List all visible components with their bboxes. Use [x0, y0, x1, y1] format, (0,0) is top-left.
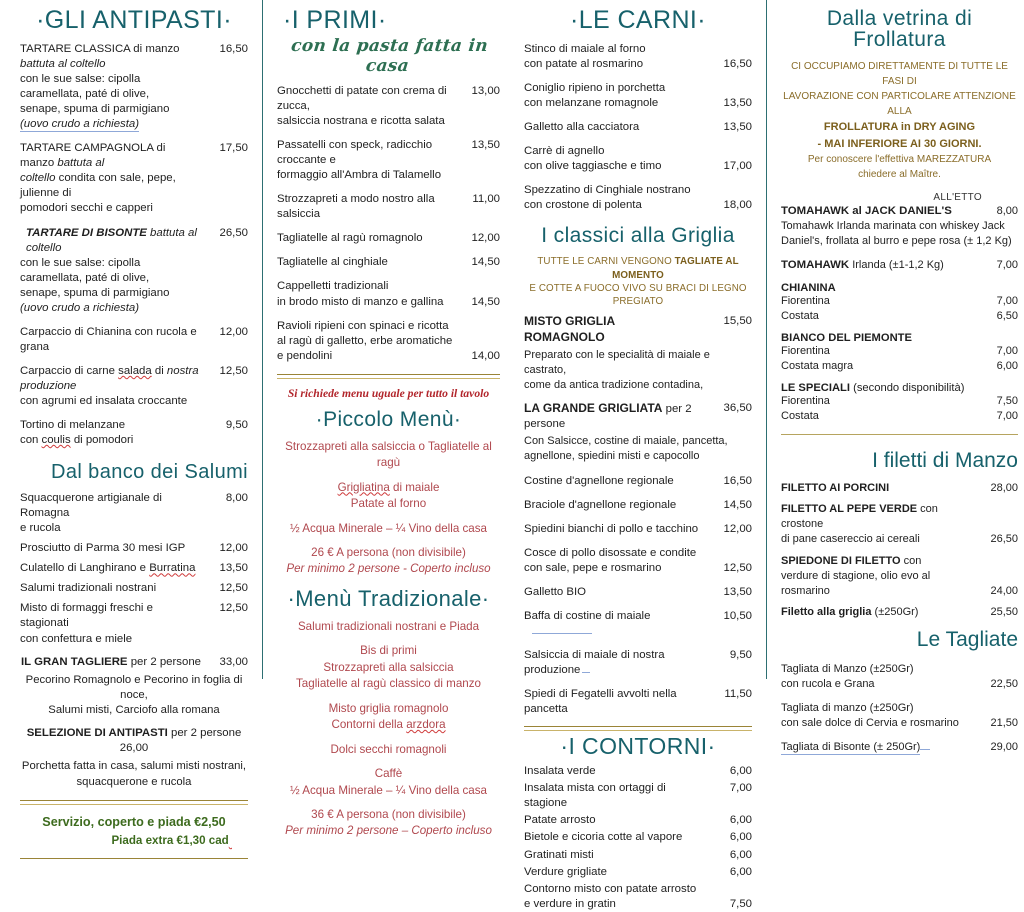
menu-item [524, 781, 752, 811]
item-price: 6,00 [729, 865, 752, 878]
item-name: Culatello di Langhirano e [20, 562, 150, 575]
item-name: Galletto BIO [524, 585, 587, 598]
group-title [781, 382, 1018, 394]
menu-item [524, 81, 752, 111]
item-sub: per 2 persone [524, 402, 692, 430]
menu-item-selezione [20, 726, 248, 756]
item-name: SPIEDONE DI FILETTO [781, 554, 901, 567]
item-desc: con le sue salse: cipolla caramellata, paté di olive, [20, 73, 150, 101]
item-name: Filetto alla griglia [781, 606, 872, 619]
item-desc: squacquerone e rucola [76, 775, 192, 788]
item-desc: con olive taggiasche e timo [524, 160, 662, 173]
item-desc: con le sue salse: cipolla caramellata, paté di olive, [20, 256, 150, 284]
item-price: 13,00 [471, 85, 500, 97]
item-desc: verdure di stagione, olio evo al rosmarino [781, 569, 931, 597]
menu-item [277, 319, 500, 364]
cut-name: Fiorentina [781, 345, 830, 358]
item-price: 17,50 [219, 142, 248, 155]
menu-line: Contorni della arzdora [331, 718, 446, 732]
cut-price: 7,00 [996, 409, 1018, 422]
section-title-piccolo-menu: ·Piccolo Menù· [315, 407, 462, 431]
section-title-carni: ·LE CARNI· [570, 6, 706, 34]
menu-item [781, 701, 1018, 731]
section-title-filetti: I filetti di Manzo [872, 448, 1018, 472]
item-name: IL GRAN TAGLIERE [21, 655, 128, 668]
item-price: 16,50 [723, 58, 752, 71]
menu-item [20, 226, 248, 316]
item-desc: senape, spuma di parmigiano [20, 103, 170, 116]
menu-item [781, 605, 1018, 620]
divider [277, 374, 500, 379]
item-name: Tagliata di manzo (±250Gr) [781, 701, 914, 714]
menu-line: ½ Acqua Minerale – ¼ Vino della casa [289, 783, 487, 797]
item-price: 7,00 [996, 259, 1018, 272]
divider [524, 726, 752, 731]
item-price: 24,00 [990, 584, 1018, 597]
group-title: BIANCO DEL PIEMONTE [781, 332, 912, 345]
item-name: Strozzapreti a modo nostro alla salsiccia [277, 193, 435, 221]
item-price: 13,50 [219, 562, 248, 575]
menu-item [781, 740, 1018, 755]
menu-item [524, 144, 752, 174]
item-name: FILETTO AL PEPE VERDE [781, 503, 918, 516]
item-name: Squacquerone artigianale di Romagna [20, 492, 162, 520]
item-name: Prosciutto di Parma 30 mesi IGP [20, 542, 186, 555]
cut-price: 7,00 [996, 295, 1018, 308]
item-desc: Porchetta fatta in casa, salumi misti nostrani, [21, 760, 247, 773]
cut-name: Fiorentina [781, 295, 830, 308]
table-row [781, 394, 1018, 409]
item-name: di [151, 364, 167, 377]
item-desc: Pecorino Romagnolo e Pecorino in foglia di noce, [25, 673, 243, 701]
item-desc: come da antica tradizione contadina, [524, 379, 704, 392]
item-name: Coniglio ripieno in porchetta [524, 82, 666, 95]
menu-item [20, 325, 248, 355]
item-name: TOMAHAWK al JACK DANIEL'S [781, 205, 952, 217]
item-name: Carrè di agnello [524, 145, 605, 158]
item-desc: Daniel's, frollata al burro e pepe rosa (± 1,2 Kg) [781, 235, 1012, 248]
item-note: (uovo crudo a richiesta) [20, 301, 140, 314]
item-name: TARTARE CLASSICA di manzo [20, 43, 180, 55]
item-price: 21,50 [990, 716, 1018, 729]
item-name: Gratinati misti [524, 848, 594, 861]
menu-item [524, 882, 752, 912]
menu-item [524, 474, 752, 489]
menu-item [277, 279, 500, 309]
section-title-frollatura: Dalla vetrina di Frollatura [826, 7, 973, 51]
cut-price: 7,00 [996, 345, 1018, 358]
item-price: 22,50 [990, 678, 1018, 691]
item-name: Contorno misto con patate arrosto [524, 882, 697, 895]
item-price: 11,50 [724, 688, 752, 701]
item-name: Cosce di pollo disossate e condite [524, 546, 697, 559]
item-name: Salumi tradizionali nostrani [20, 582, 157, 595]
menu-item [524, 498, 752, 513]
column-carni-griglia-contorni [510, 0, 766, 910]
menu-line: 26 € A persona (non divisibile) [311, 545, 466, 559]
item-name: Costine d'agnellone regionale [524, 474, 674, 487]
item-desc: con agrumi ed insalata croccante [20, 394, 188, 407]
cut-name: Costata magra [781, 360, 854, 372]
item-price: 6,00 [729, 814, 752, 827]
item-price: 9,50 [225, 419, 248, 432]
menu-line-misspelled: arzdora [406, 718, 446, 732]
piada-extra-text: Piada extra €1,30 cad [111, 833, 229, 847]
menu-line: Grigliatina di maiale [337, 480, 440, 494]
table-menu-note: Si richiede menu uguale per tutto il tavolo [287, 386, 490, 400]
menu-line: Misto griglia romagnolo [328, 701, 449, 715]
meat-group-speciali [781, 382, 1018, 424]
menu-item [524, 848, 752, 863]
section-title-primi: ·I PRIMI· [283, 6, 387, 34]
section-title-menu-tradizionale: ·Menù Tradizionale· [287, 585, 490, 611]
menu-item [20, 561, 248, 576]
section-title-tagliate: Le Tagliate [916, 628, 1018, 652]
note-line-bold: FROLLATURA in DRY AGING [823, 121, 976, 133]
item-price: 26,00 [119, 742, 149, 755]
menu-item [524, 585, 752, 600]
item-desc: in brodo misto di manzo e gallina [277, 295, 444, 308]
grill-note [524, 255, 752, 308]
item-price: 16,50 [219, 43, 248, 55]
item-desc: con rucola e Grana [781, 678, 875, 691]
item-desc: Tomahawk Irlanda marinata con whiskey Jack [781, 220, 1005, 233]
item-desc: Preparato con le specialità di maiale e castrato, [524, 349, 710, 377]
item-name: SELEZIONE DI ANTIPASTI [26, 727, 168, 740]
item-price: 6,00 [729, 848, 752, 861]
menu-line: Salumi tradizionali nostrani e Piada [297, 619, 480, 633]
item-price: 13,50 [723, 121, 752, 134]
item-price: 14,00 [471, 349, 500, 362]
menu-item: Tortino di melanzane con coulis di pomodori 9,50 [20, 419, 248, 447]
item-desc: salsiccia nostrana e ricotta salata [277, 115, 445, 128]
item-desc: e verdure in gratin [524, 897, 616, 910]
menu-line: ½ Acqua Minerale – ¼ Vino della casa [289, 521, 487, 535]
meat-group-chianina [781, 282, 1018, 324]
menu-line: Per minimo 2 persone – Coperto incluso [285, 824, 492, 838]
item-desc: e pendolini [277, 349, 333, 362]
item-price: 12,00 [723, 522, 752, 535]
menu-item [524, 120, 752, 135]
menu-item [524, 183, 752, 213]
item-desc: con sale, pepe e rosmarino [524, 561, 662, 574]
item-name: Carpaccio di carne [20, 364, 119, 377]
menu-item [781, 554, 1018, 599]
item-price: 12,50 [219, 602, 248, 615]
menu-item [20, 42, 248, 132]
menu-line: Tagliatelle al ragù classico di manzo [296, 677, 481, 691]
item-name: Patate arrosto [524, 814, 596, 827]
item-name: Tagliata di Manzo (±250Gr) [781, 663, 914, 676]
item-name: Gnocchetti di patate con crema di zucca, [277, 85, 447, 113]
menu-item [781, 662, 1018, 692]
menu-item-misto-griglia [524, 314, 752, 346]
item-price: 8,00 [996, 205, 1018, 217]
frollatura-note [781, 59, 1018, 182]
item-note: (uovo crudo a richiesta) [20, 118, 140, 131]
table-row [781, 344, 1018, 359]
item-name: Galletto alla cacciatora [524, 121, 640, 134]
item-name: LA GRANDE GRIGLIATA [524, 400, 663, 415]
menu-item [524, 546, 752, 576]
cut-price: 6,50 [996, 310, 1018, 323]
menu-item [524, 522, 752, 537]
grill-note-line1b: TAGLIATE AL MOMENTO [612, 256, 739, 281]
meat-group-bianco-piemonte [781, 332, 1018, 374]
item-price: 29,00 [990, 740, 1018, 753]
item-name-misspelled: Burratina [149, 562, 196, 575]
item-desc: formaggio all'Ambra di Talamello [277, 169, 442, 182]
table-row [781, 294, 1018, 309]
item-desc-block [781, 219, 1018, 249]
menu-item [277, 231, 500, 246]
item-price: 13,50 [723, 585, 752, 598]
menu-line: Bis di primi [360, 644, 417, 658]
item-desc-block [524, 348, 752, 393]
cut-price: 7,50 [996, 394, 1018, 407]
item-name: Insalata verde [524, 765, 596, 778]
item-price: 18,00 [723, 199, 752, 212]
group-title: CHIANINA [781, 282, 836, 295]
menu-item-gran-tagliere [20, 655, 248, 670]
item-price: 28,00 [990, 481, 1018, 494]
group-title-sub: (secondo disponibilità) [853, 381, 965, 394]
item-desc-block [20, 759, 248, 790]
item-price: 13,50 [471, 139, 500, 152]
item-price: 12,50 [219, 582, 248, 595]
menu-item-tomahawk-jd [781, 204, 1018, 219]
item-desc: con sale dolce di Cervia e rosmarino [781, 716, 959, 729]
item-name: Ravioli ripieni con spinaci e ricotta [277, 319, 449, 332]
menu-item [524, 865, 752, 880]
item-name: Bietole e cicoria cotte al vapore [524, 831, 683, 844]
item-sub: Irlanda (±1-1,2 Kg) [852, 259, 944, 272]
menu-item [20, 541, 248, 556]
item-price: 7,00 [729, 782, 752, 795]
item-price: 12,00 [219, 542, 248, 555]
item-name-italic: nostra produzione [20, 364, 199, 392]
item-price: 11,00 [472, 193, 500, 206]
item-name: Passatelli con speck, radicchio croccante e [277, 139, 433, 167]
note-line: LAVORAZIONE CON PARTICOLARE ATTENZIONE ALLA [783, 91, 1016, 117]
item-name: Tagliatelle al ragù romagnolo [277, 232, 423, 245]
column-primi-menus [262, 0, 510, 838]
cut-name: Fiorentina [781, 394, 830, 407]
menu-item [20, 141, 248, 216]
service-note [20, 813, 248, 849]
item-price: 8,00 [225, 492, 248, 505]
item-desc-block [20, 673, 248, 719]
unit-header: ALL'ETTO [933, 192, 982, 203]
grill-note-line1a: TUTTE LE CARNI VENGONO [537, 256, 675, 268]
menu-item [524, 830, 752, 845]
menu-item [20, 601, 248, 646]
item-desc: al ragù di galletto, erbe aromatiche [277, 334, 453, 347]
item-name: Stinco di maiale al forno [524, 43, 646, 55]
item-price: 14,50 [471, 295, 500, 308]
item-name: Tagliatelle al cinghiale [277, 256, 388, 269]
note-line: CI OCCUPIAMO DIRETTAMENTE DI TUTTE LE FASI DI [791, 61, 1008, 87]
divider [20, 800, 248, 805]
item-price: 9,50 [729, 649, 752, 662]
item-price: 14,50 [723, 498, 752, 511]
menu-line: Patate al forno [350, 497, 427, 511]
item-desc-misspelled: coulis [41, 434, 71, 447]
menu-line-misspelled: Grigliatina [337, 480, 390, 494]
menu-item [20, 364, 248, 409]
section-subtitle-primi: con la pasta fatta in casa [290, 36, 489, 76]
item-price: 15,50 [723, 315, 752, 328]
divider [781, 434, 1018, 435]
item-price: 33,00 [219, 655, 248, 668]
item-sub: per 2 persone [171, 727, 242, 740]
section-title-salumi: Dal banco dei Salumi [51, 461, 248, 484]
menu-item [524, 42, 752, 72]
table-row [781, 409, 1018, 424]
item-name: Tortino di melanzane [20, 419, 126, 432]
item-name: Verdure grigliate [524, 865, 607, 878]
item-desc: agnellone, spiedini misti e capocollo [524, 449, 700, 462]
item-name-italic: battuta al coltello [26, 226, 197, 254]
item-price: 16,50 [723, 474, 752, 487]
menu-line: Caffè [374, 767, 403, 781]
menu-item-grande-grigliata [524, 401, 752, 432]
item-price: 10,50 [723, 609, 752, 622]
item-name: Cappelletti tradizionali [277, 280, 389, 293]
menu-item [277, 255, 500, 270]
item-price: 6,00 [729, 831, 752, 844]
item-desc: pomodori secchi e capperi [20, 202, 153, 215]
menu-item [781, 481, 1018, 496]
item-name: Spiedini bianchi di pollo e tacchino [524, 522, 699, 535]
item-desc: con crostone di polenta [524, 199, 642, 212]
item-desc: condita con sale, pepe, julienne di [20, 172, 176, 200]
item-name: Spiedi di Fegatelli avvolti nella pancetta [524, 688, 677, 716]
menu-line: Dolci secchi romagnoli [330, 742, 447, 756]
item-desc-italic: coltello [20, 172, 56, 185]
item-desc: con [20, 434, 42, 447]
item-price: 36,50 [723, 401, 752, 414]
item-price: 25,50 [990, 606, 1018, 619]
table-row [781, 359, 1018, 374]
cut-name: Costata [781, 310, 819, 323]
menu-item [781, 502, 1018, 547]
item-name: TOMAHAWK [781, 259, 850, 272]
menu-line: Per minimo 2 persone - Coperto incluso [286, 562, 491, 576]
grill-note-line2: E COTTE A FUOCO VIVO SU BRACI DI LEGNO PREGIATO [529, 282, 747, 308]
item-price: 26,50 [990, 533, 1018, 546]
item-desc: con patate al rosmarino [524, 58, 644, 71]
menu-item [524, 813, 752, 828]
item-name: TARTARE DI BISONTE [26, 226, 147, 239]
item-desc: e rucola [20, 522, 61, 535]
item-name-italic: battuta al [57, 157, 105, 170]
cut-price: 6,00 [996, 360, 1018, 372]
item-desc: di pane casereccio ai cereali [781, 533, 920, 546]
menu-item [524, 764, 752, 779]
divider [20, 858, 248, 859]
item-name-italic: battuta al coltello [20, 58, 106, 71]
item-price: 12,00 [471, 232, 500, 245]
item-sub: con crostone [781, 503, 938, 531]
menu-item [524, 648, 752, 678]
item-price: 6,00 [729, 765, 752, 778]
item-name: Braciole d'agnellone regionale [524, 498, 677, 511]
item-desc: Con Salsicce, costine di maiale, pancetta, [524, 435, 728, 448]
item-desc-block [524, 434, 752, 464]
item-name: MISTO GRIGLIA ROMAGNOLO [524, 314, 615, 345]
item-price: 13,50 [723, 97, 752, 110]
section-title-antipasti: ·GLI ANTIPASTI· [36, 6, 232, 34]
item-sub: (±250Gr) [871, 606, 919, 619]
item-name: Spezzatino di Cinghiale nostrano [524, 184, 691, 197]
menu-line: 36 € A persona (non divisibile) [311, 807, 466, 821]
menu-item [524, 609, 752, 639]
column-frollatura-filetti-tagliate [766, 0, 1024, 753]
item-price: 12,50 [723, 561, 752, 574]
item-name-misspelled: salada [118, 364, 152, 377]
item-price: 14,50 [471, 256, 500, 269]
item-name: Insalata mista con ortaggi di stagione [524, 782, 666, 810]
item-sub: per 2 persone [130, 655, 201, 668]
section-title-contorni: ·I CONTORNI· [560, 733, 716, 760]
cut-name: Costata [781, 409, 819, 422]
item-price: 7,50 [729, 897, 752, 910]
item-name: Misto di formaggi freschi e stagionati [20, 602, 153, 630]
item-name: Baffa di costine di maiale [524, 609, 651, 622]
item-price: 17,00 [723, 160, 752, 173]
item-price: 12,50 [219, 364, 248, 377]
menu-item-tomahawk-irlanda [781, 258, 1018, 273]
section-title-griglia: I classici alla Griglia [541, 224, 735, 248]
item-name: Carpaccio di Chianina con rucola e grana [20, 325, 197, 353]
menu-item [277, 84, 500, 129]
menu-item [20, 581, 248, 596]
item-sub: con [900, 554, 922, 567]
item-name: FILETTO AI PORCINI [781, 481, 890, 494]
item-desc: Salumi misti, Carciofo alla romana [48, 704, 220, 717]
note-line: chiedere al Maître. [858, 169, 941, 180]
menu-item [277, 138, 500, 183]
menu-line: Strozzapreti alla salsiccia o Tagliatelle al ragù [285, 439, 492, 470]
service-charge-text: Servizio, coperto e piada €2,50 [42, 814, 226, 829]
group-title-text: LE SPECIALI [781, 381, 850, 394]
note-line: Per conoscere l'effettiva MAREZZATURA [807, 154, 992, 165]
menu-item [524, 687, 752, 717]
item-name: TARTARE CAMPAGNOLA di manzo [20, 142, 166, 170]
item-name: Salsiccia di maiale di nostra produzione [524, 649, 665, 677]
item-price: 12,00 [219, 325, 248, 338]
item-desc: con confettura e miele [20, 632, 133, 645]
item-name: Tagliata di Bisonte (± 250Gr) [781, 740, 921, 753]
menu-item [277, 192, 500, 222]
item-price: 26,50 [219, 226, 248, 239]
menu-line: Strozzapreti alla salsiccia [323, 660, 454, 674]
menu-item [20, 491, 248, 536]
item-desc: senape, spuma di parmigiano [20, 286, 170, 299]
column-antipasti-salumi [0, 0, 262, 847]
note-line-bold: - MAI INFERIORE AI 30 GIORNI. [817, 137, 982, 150]
table-row [781, 309, 1018, 324]
item-desc: con melanzane romagnole [524, 97, 659, 110]
